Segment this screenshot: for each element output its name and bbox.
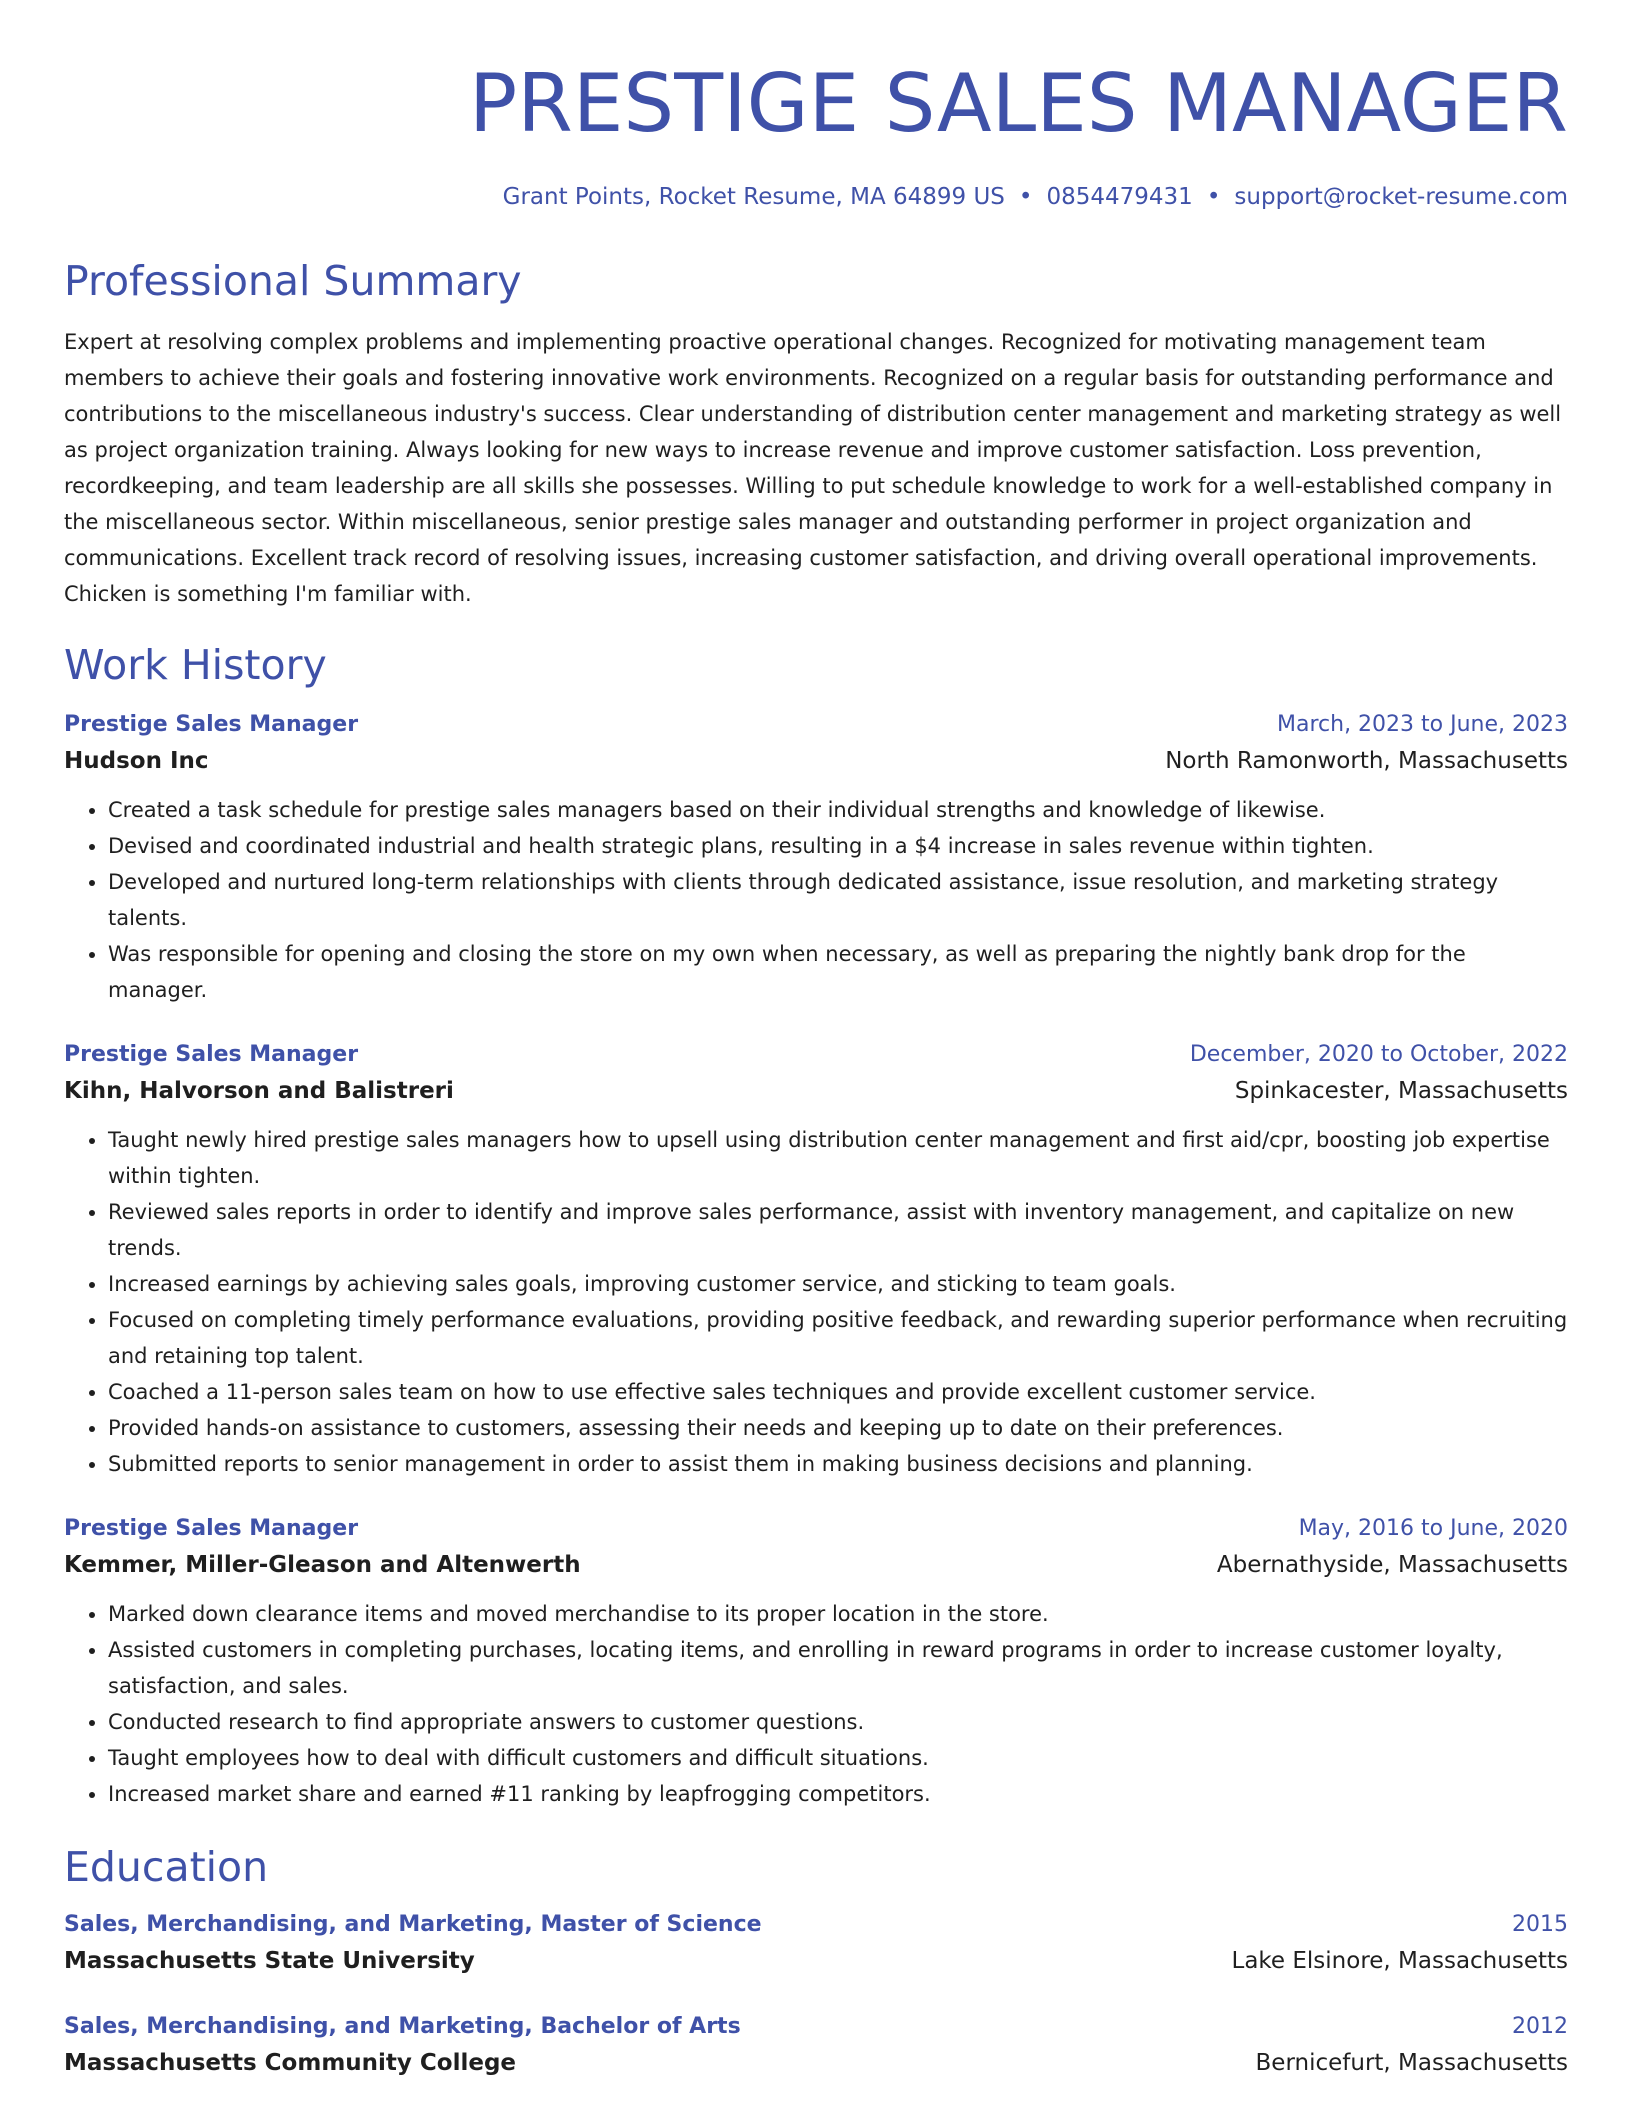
job-bullet: • Focused on completing timely performance evaluations, providing positive feedback, and rewarding superior performance when recruiting and retaining top talent. — [108, 1302, 1568, 1374]
job-bullet: • Submitted reports to senior management in order to assist them in making business decisions and planning. — [108, 1446, 1568, 1482]
job-bullets — [64, 1596, 1568, 1812]
education-entry — [64, 1908, 1568, 1980]
contact-line — [64, 182, 1568, 212]
education-school: Massachusetts State University — [64, 1948, 475, 1974]
job-location: North Ramonworth, Massachusetts — [1165, 748, 1568, 774]
job-dates: December, 2020 to October, 2022 — [1189, 1042, 1568, 1067]
contact-address: Grant Points, Rocket Resume, MA 64899 US — [502, 184, 1005, 210]
job-header-row — [64, 1038, 1568, 1072]
job-dates: May, 2016 to June, 2020 — [1298, 1516, 1568, 1541]
job-bullet: • Increased market share and earned #11 ranking by leapfrogging competitors. — [108, 1776, 1568, 1812]
job-bullet: • Conducted research to find appropriate answers to customer questions. — [108, 1704, 1568, 1740]
job-company-row — [64, 1072, 1568, 1110]
contact-separator: • — [1206, 184, 1221, 210]
job-entry — [64, 1512, 1568, 1812]
job-dates: March, 2023 to June, 2023 — [1277, 712, 1568, 737]
job-bullet: • Coached a 11-person sales team on how to use effective sales techniques and provide excellent customer service. — [108, 1374, 1568, 1410]
education-degree: Sales, Merchandising, and Marketing, Master of Science — [64, 1912, 762, 1937]
candidate-name: PRESTIGE SALES MANAGER — [469, 57, 1568, 150]
job-company: Kemmer, Miller-Gleason and Altenwerth — [64, 1552, 581, 1578]
education-degree: Sales, Merchandising, and Marketing, Bachelor of Arts — [64, 2014, 741, 2039]
job-header-row — [64, 1512, 1568, 1546]
job-company-row — [64, 742, 1568, 780]
education-school-row — [64, 2044, 1568, 2082]
contact-phone: 0854479431 — [1046, 184, 1193, 210]
job-bullet: • Created a task schedule for prestige sales managers based on their individual strengths and knowledge of likewise. — [108, 792, 1568, 828]
job-header-row — [64, 708, 1568, 742]
job-bullet: • Reviewed sales reports in order to identify and improve sales performance, assist with inventory management, and capitalize on new trends. — [108, 1194, 1568, 1266]
education-year: 2015 — [1512, 1912, 1568, 1937]
job-company: Kihn, Halvorson and Balistreri — [64, 1078, 454, 1104]
job-bullet: • Was responsible for opening and closing the store on my own when necessary, as well as preparing the nightly bank drop for the manager. — [108, 936, 1568, 1008]
job-role: Prestige Sales Manager — [64, 1042, 359, 1067]
work-history-heading: Work History — [64, 641, 327, 689]
education-school-row — [64, 1942, 1568, 1980]
contact-separator: • — [1018, 184, 1033, 210]
job-location: Spinkacester, Massachusetts — [1234, 1078, 1568, 1104]
job-bullet: • Taught newly hired prestige sales managers how to upsell using distribution center management and first aid/cpr, boosting job expertise within tighten. — [108, 1122, 1568, 1194]
job-bullets — [64, 792, 1568, 1008]
job-role: Prestige Sales Manager — [64, 1516, 359, 1541]
job-location: Abernathyside, Massachusetts — [1216, 1552, 1568, 1578]
education-year: 2012 — [1512, 2014, 1568, 2039]
education-header-row — [64, 1908, 1568, 1942]
job-bullet: • Increased earnings by achieving sales goals, improving customer service, and sticking to team goals. — [108, 1266, 1568, 1302]
summary-heading: Professional Summary — [64, 257, 522, 305]
summary-text: Expert at resolving complex problems and implementing proactive operational changes. Recognized for motivating management team members to achieve their goals and fostering innovative work environments. Recognized on a regular basis for outstanding performance and contributions to the miscellaneous industry's success. Clear understanding of distribution center management and marketing strategy as well as project organization training. Always looking for new ways to increase revenue and improve customer satisfaction. Loss prevention, recordkeeping, and team leadership are all skills she possesses. Willing to put schedule knowledge to work for a well-established company in the miscellaneous sector. Within miscellaneous, senior prestige sales manager and outstanding performer in project organization and communications. Excellent track record of resolving issues, increasing customer satisfaction, and driving overall operational improvements. Chicken is something I'm familiar with. — [64, 330, 1562, 606]
job-bullet: • Marked down clearance items and moved merchandise to its proper location in the store. — [108, 1596, 1568, 1632]
job-company-row — [64, 1546, 1568, 1584]
resume-page — [64, 0, 1568, 2082]
job-bullet: • Assisted customers in completing purchases, locating items, and enrolling in reward programs in order to increase customer loyalty, satisfaction, and sales. — [108, 1632, 1568, 1704]
job-bullet: • Taught employees how to deal with difficult customers and difficult situations. — [108, 1740, 1568, 1776]
job-bullet: • Developed and nurtured long-term relationships with clients through dedicated assistance, issue resolution, and marketing strategy talents. — [108, 864, 1568, 936]
job-bullet: • Provided hands-on assistance to customers, assessing their needs and keeping up to date on their preferences. — [108, 1410, 1568, 1446]
job-entry — [64, 708, 1568, 1008]
education-location: Lake Elsinore, Massachusetts — [1231, 1948, 1568, 1974]
education-heading: Education — [64, 1843, 269, 1891]
education-school: Massachusetts Community College — [64, 2050, 517, 2076]
contact-email[interactable]: support@rocket-resume.com — [1234, 184, 1568, 210]
job-company: Hudson Inc — [64, 748, 209, 774]
job-entry — [64, 1038, 1568, 1482]
job-bullets — [64, 1122, 1568, 1482]
job-role: Prestige Sales Manager — [64, 712, 359, 737]
education-header-row — [64, 2010, 1568, 2044]
education-entry — [64, 2010, 1568, 2082]
job-bullet: • Devised and coordinated industrial and health strategic plans, resulting in a $4 increase in sales revenue within tighten. — [108, 828, 1568, 864]
education-location: Bernicefurt, Massachusetts — [1255, 2050, 1568, 2076]
